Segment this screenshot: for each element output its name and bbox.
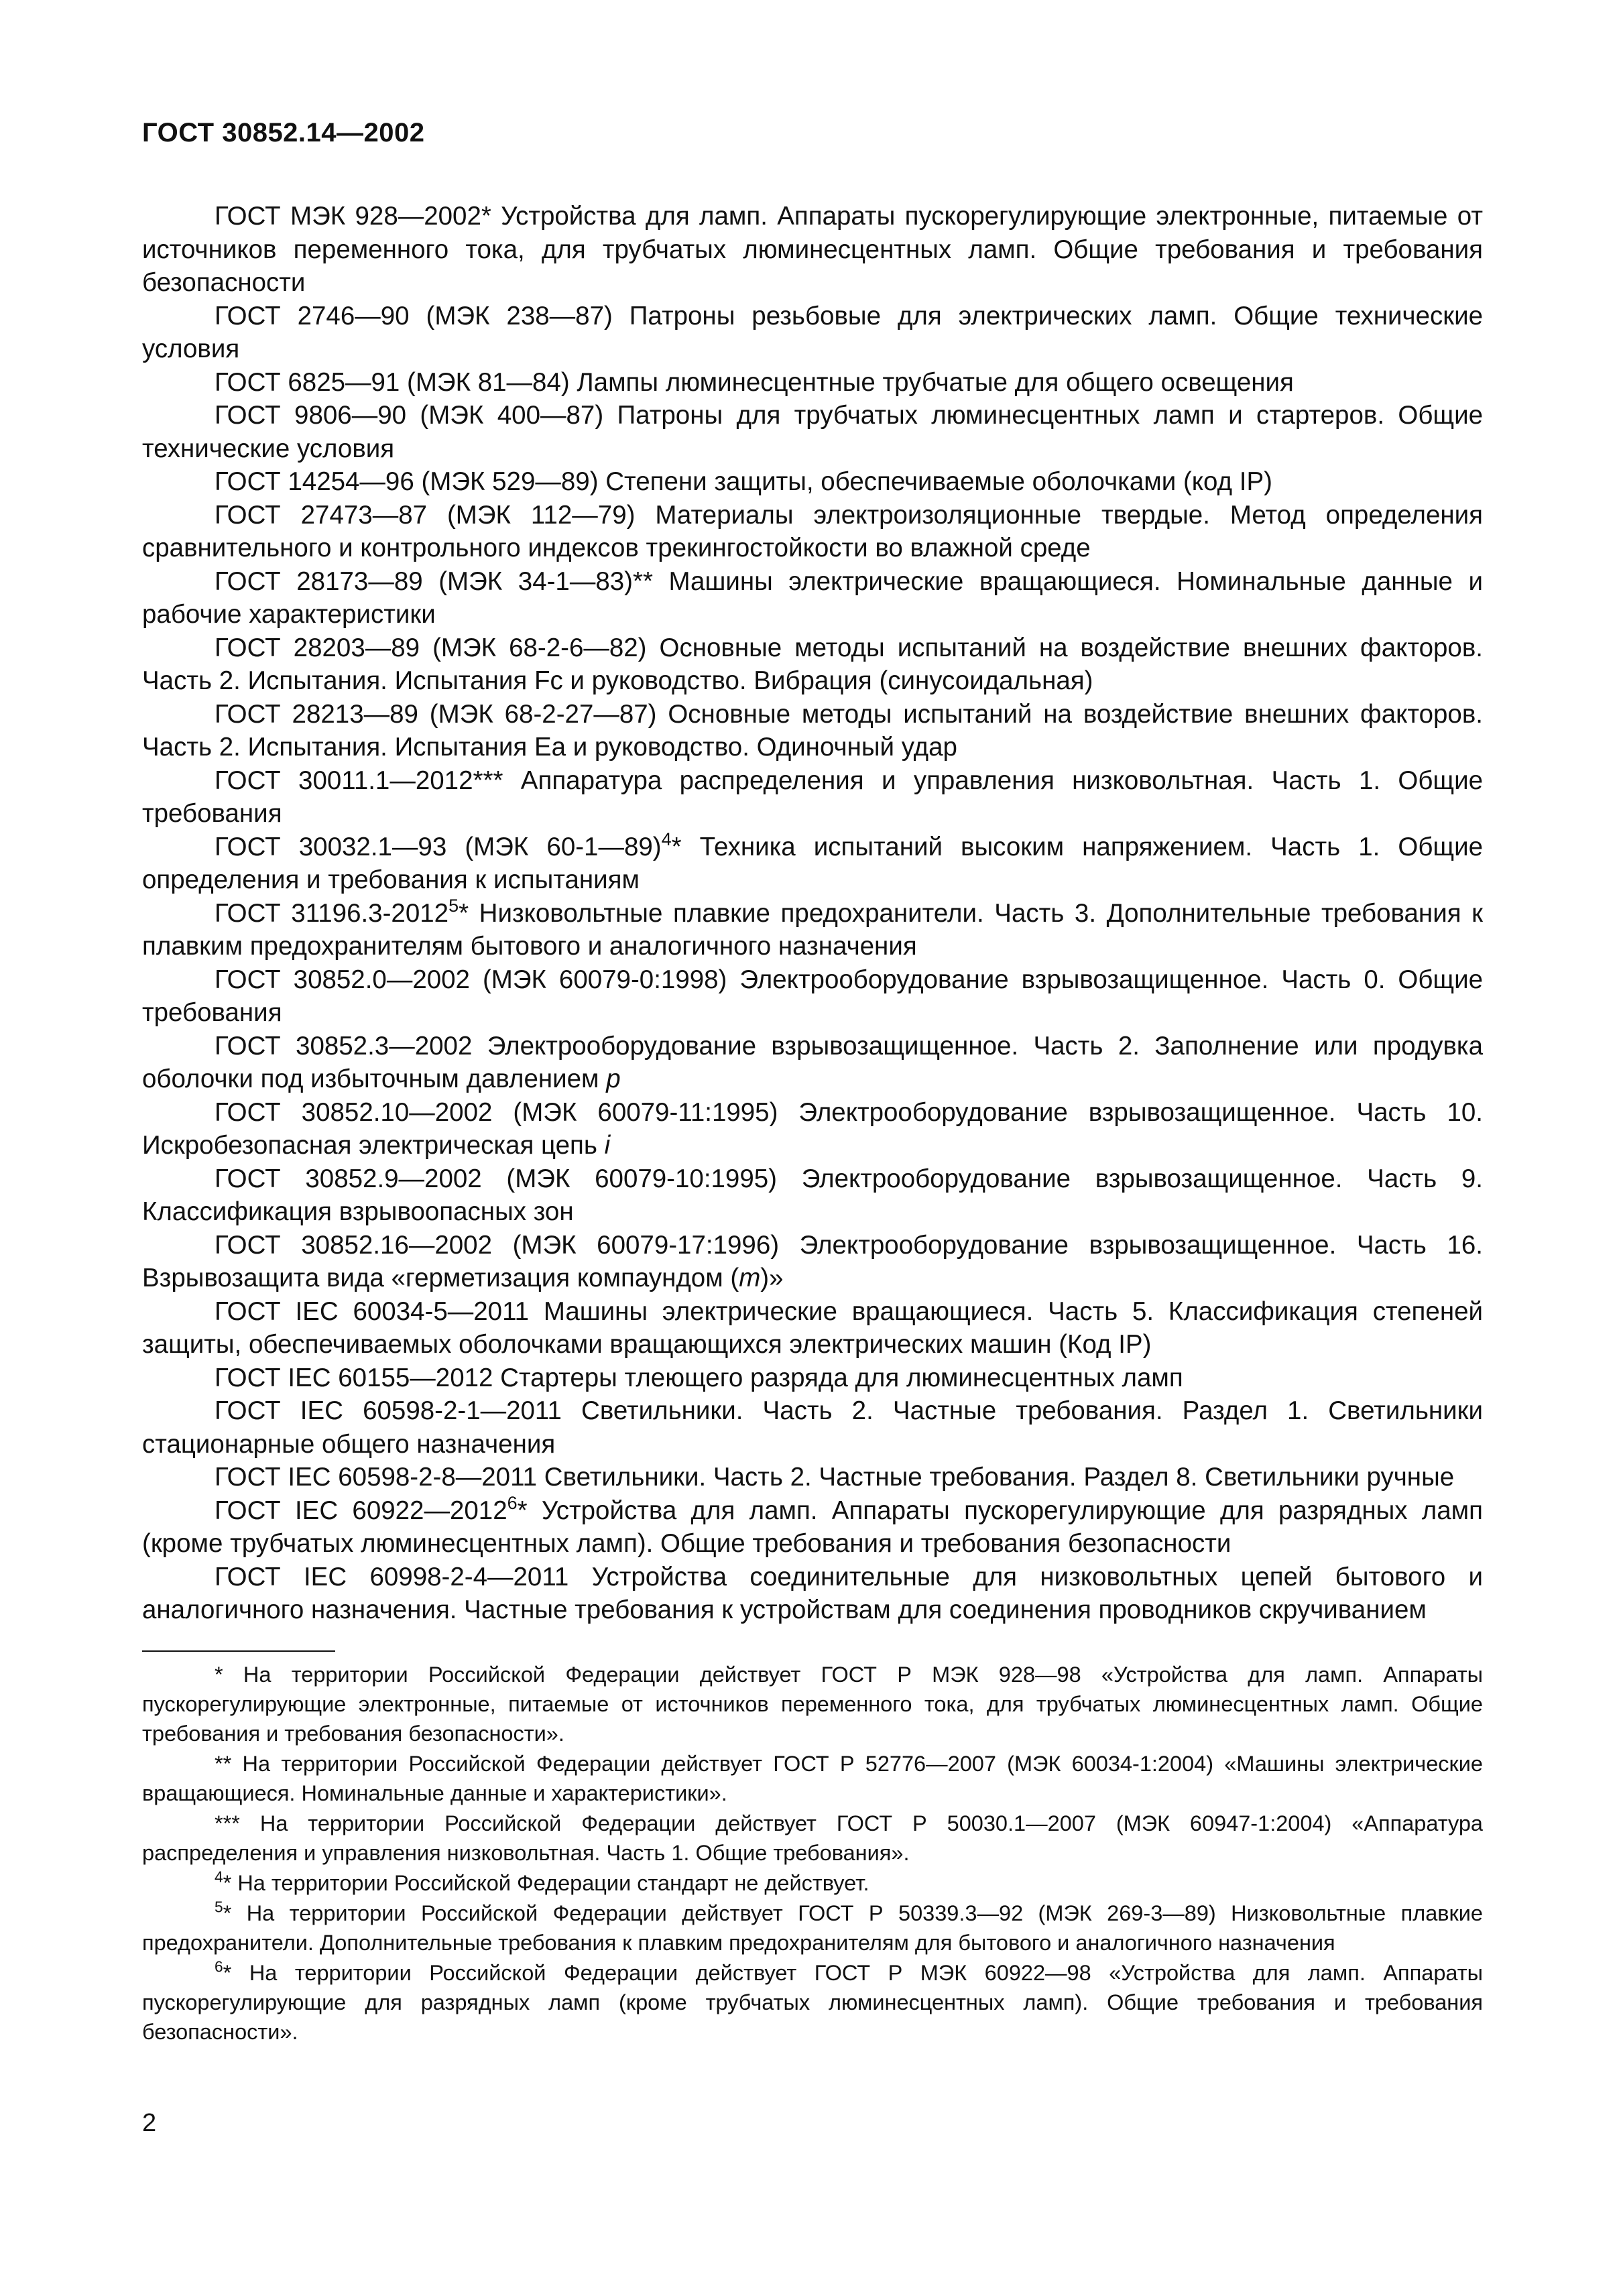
- footnote-item: *** На территории Российской Федерации действует ГОСТ Р 50030.1—2007 (МЭК 60947-1:2004) «Аппаратура распределения и управления низковольтная. Часть 1. Общие требования».: [142, 1811, 1483, 1865]
- reference-item: ГОСТ 30011.1—2012*** Аппаратура распределения и управления низковольтная. Часть 1. Общие требования: [142, 766, 1483, 828]
- reference-item: ГОСТ 28203—89 (МЭК 68-2-6—82) Основные методы испытаний на воздействие внешних факторов. Часть 2. Испытания. Испытания Fc и руководство. Вибрация (синусоидальная): [142, 633, 1483, 695]
- reference-item: ГОСТ 28173—89 (МЭК 34-1—83)** Машины электрические вращающиеся. Номинальные данные и рабочие характеристики: [142, 566, 1483, 629]
- footnote-marker: 6: [507, 1492, 518, 1513]
- reference-item: ГОСТ 9806—90 (МЭК 400—87) Патроны для трубчатых люминесцентных ламп и стартеров. Общие технические условия: [142, 401, 1483, 463]
- reference-item: ГОСТ 30852.16—2002 (МЭК 60079-17:1996) Электрооборудование взрывозащищенное. Часть 16. Взрывозащита вида «герметизация компаундом (m)»: [142, 1230, 1483, 1292]
- normative-references-list: [142, 200, 1483, 1627]
- footnote-marker: 4: [215, 1868, 223, 1886]
- reference-item: ГОСТ 30852.9—2002 (МЭК 60079-10:1995) Электрооборудование взрывозащищенное. Часть 9. Классификация взрывоопасных зон: [142, 1164, 1483, 1226]
- reference-item: ГОСТ 27473—87 (МЭК 112—79) Материалы электроизоляционные твердые. Метод определения сравнительного и контрольного индексов трекингостойкости во влажной среде: [142, 500, 1483, 562]
- footnote-marker: 4: [661, 829, 672, 849]
- document-header: ГОСТ 30852.14—2002: [142, 118, 425, 147]
- reference-item: ГОСТ 6825—91 (МЭК 81—84) Лампы люминесцентные трубчатые для общего освещения: [215, 367, 1294, 397]
- footnote-separator: [142, 1650, 335, 1652]
- footnote-item: $^6$* На территории Российской Федерации действует ГОСТ Р МЭК 60922—98 «Устройства для ламп. Аппараты пускорегулирующие для разрядных ламп (кроме трубчатых люминесцентных ламп). Общие требования и требования безопасности».: [142, 1957, 1483, 2044]
- reference-item: ГОСТ 30032.1—93 (МЭК 60-1—89)$^4$* Техника испытаний высоким напряжением. Часть 1. Общие определения и требования к испытаниям: [142, 829, 1484, 894]
- reference-item: ГОСТ 30852.0—2002 (МЭК 60079-0:1998) Электрооборудование взрывозащищенное. Часть 0. Общие требования: [142, 965, 1483, 1027]
- reference-item: ГОСТ IEC 60034-5—2011 Машины электрические вращающиеся. Часть 5. Классификация степеней защиты, обеспечиваемых оболочками вращающихся электрических машин (Код IP): [142, 1296, 1483, 1359]
- footnote-marker: 5: [215, 1898, 223, 1916]
- reference-item: ГОСТ IEC 60998-2-4—2011 Устройства соединительные для низковольтных цепей бытового и аналогичного назначения. Частные требования к устройствам для соединения проводников скручиванием: [142, 1562, 1483, 1624]
- footnote-item: * На территории Российской Федерации действует ГОСТ Р МЭК 928—98 «Устройства для ламп. Аппараты пускорегулирующие электронные, питаемые от источников переменного тока, для трубчатых люминесцентных ламп. Общие требования и требования безопасности».: [142, 1663, 1483, 1746]
- footnote-marker: 6: [215, 1957, 223, 1976]
- footnote-item: $^4$* На территории Российской Федерации стандарт не действует.: [215, 1868, 869, 1895]
- footnote-item: ** На территории Российской Федерации действует ГОСТ Р 52776—2007 (МЭК 60034-1:2004) «Машины электрические вращающиеся. Номинальные данные и характеристики».: [142, 1752, 1483, 1805]
- reference-item: ГОСТ IEC 60598-2-1—2011 Светильники. Часть 2. Частные требования. Раздел 1. Светильники стационарные общего назначения: [142, 1396, 1483, 1459]
- footnote-marker: 5: [448, 895, 459, 916]
- reference-item: ГОСТ 2746—90 (МЭК 238—87) Патроны резьбовые для электрических ламп. Общие технические условия: [142, 301, 1483, 363]
- reference-item: ГОСТ 14254—96 (МЭК 529—89) Степени защиты, обеспечиваемые оболочками (код IP): [215, 467, 1272, 496]
- reference-item: ГОСТ IEC 60155—2012 Стартеры тлеющего разряда для люминесцентных ламп: [215, 1363, 1183, 1392]
- reference-item: ГОСТ МЭК 928—2002* Устройства для ламп. Аппараты пускорегулирующие электронные, питаемые от источников переменного тока, для трубчатых люминесцентных ламп. Общие требования и требования безопасности: [142, 202, 1483, 297]
- reference-item: ГОСТ IEC 60922—2012$^6$* Устройства для ламп. Аппараты пускорегулирующие для разрядных ламп (кроме трубчатых люминесцентных ламп). Общие требования и требования безопасности: [142, 1492, 1483, 1558]
- reference-item: ГОСТ 31196.3-2012$^5$* Низковольтные плавкие предохранители. Часть 3. Дополнительные требования к плавким предохранителям бытового и аналогичного назначения: [142, 895, 1483, 961]
- footnotes-list: [142, 1660, 1483, 2047]
- reference-item: ГОСТ 30852.3—2002 Электрооборудование взрывозащищенное. Часть 2. Заполнение или продувка оболочки под избыточным давлением p: [142, 1031, 1483, 1093]
- reference-item: ГОСТ IEC 60598-2-8—2011 Светильники. Часть 2. Частные требования. Раздел 8. Светильники ручные: [215, 1463, 1455, 1492]
- page-number: 2: [142, 2109, 157, 2137]
- footnote-item: $^5$* На территории Российской Федерации действует ГОСТ Р 50339.3—92 (МЭК 269-3—89) Низковольтные плавкие предохранители. Дополнительные требования к плавким предохранителям для бытового и аналогичного назначения: [142, 1898, 1483, 1955]
- reference-item: ГОСТ 30852.10—2002 (МЭК 60079-11:1995) Электрооборудование взрывозащищенное. Часть 10. Искробезопасная электрическая цепь i: [142, 1097, 1483, 1160]
- reference-item: ГОСТ 28213—89 (МЭК 68-2-27—87) Основные методы испытаний на воздействие внешних факторов. Часть 2. Испытания. Испытания Еа и руководство. Одиночный удар: [142, 699, 1483, 762]
